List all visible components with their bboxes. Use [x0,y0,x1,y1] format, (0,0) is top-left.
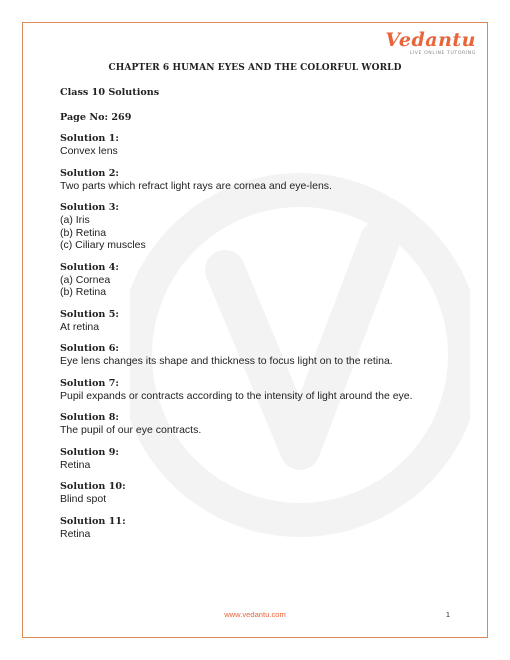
solutions-list [60,133,460,550]
solution-answer-line: (c) Ciliary muscles [60,239,146,251]
solution-heading: Solution 4: [60,261,119,273]
solution-block [60,378,460,403]
solution-block [60,168,460,193]
solution-heading: Solution 8: [60,412,119,423]
class-label: Class 10 Solutions [60,87,160,98]
solution-heading: Solution 6: [60,343,119,354]
solution-block [60,412,460,437]
solution-heading: Solution 10: [60,481,126,492]
solution-answer-line: Eye lens changes its shape and thickness to focus light on to the retina. [60,355,393,367]
solution-answer-line: Retina [60,458,91,471]
solution-heading: Solution 11: [60,515,126,527]
solution-answer-line: Pupil expands or contracts according to the intensity of light around the eye. [60,389,413,402]
solution-answer-line: Two parts which refract light rays are cornea and eye-lens. [60,179,332,192]
solution-block [60,133,460,158]
solution-block [60,309,460,334]
solution-answer-line: The pupil of our eye contracts. [60,424,202,436]
solution-heading: Solution 5: [60,308,119,320]
chapter-title: CHAPTER 6 HUMAN EYES AND THE COLORFUL WORLD [108,63,402,73]
solution-answer-line: (a) Cornea [60,273,111,286]
solution-answer-line: At retina [60,320,100,333]
solution-heading: Solution 2: [60,167,119,179]
solution-block [60,343,460,368]
solution-answer-line: Retina [60,527,91,540]
solution-answer-line: Blind spot [60,493,107,505]
page-number: 1 [446,612,450,619]
solution-answer-line: (a) Iris [60,214,90,226]
footer-url[interactable]: www.vedantu.com [224,610,286,619]
solution-heading: Solution 1: [60,133,119,144]
page-label: Page No: 269 [60,112,132,123]
vedantu-logo [385,30,476,56]
solution-answer-line: (b) Retina [60,226,107,239]
solution-block [60,262,460,299]
solution-answer-line: Convex lens [60,145,118,157]
logo-tagline: LIVE ONLINE TUTORING [409,51,476,56]
solution-heading: Solution 9: [60,446,119,458]
solution-heading: Solution 7: [60,377,119,389]
solution-block [60,516,460,541]
logo-wordmark: Vedantu [385,29,476,51]
solution-block [60,481,460,506]
solution-block [60,202,460,252]
solution-block [60,447,460,472]
solution-answer-line: (b) Retina [60,286,107,298]
solution-heading: Solution 3: [60,202,119,213]
